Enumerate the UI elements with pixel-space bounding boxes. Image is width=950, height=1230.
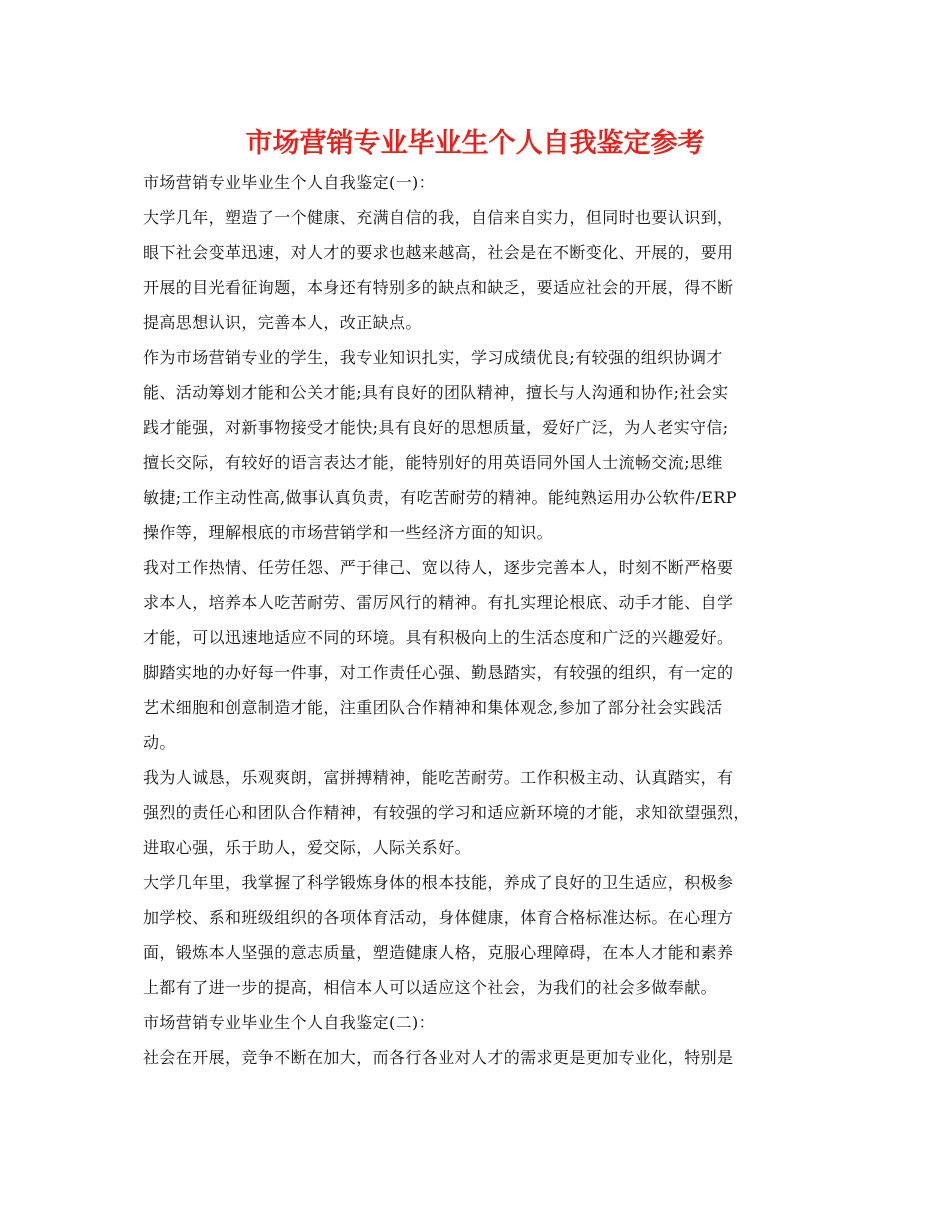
text-line: 求本人，培养本人吃苦耐劳、雷厉风行的精神。有扎实理论根底、动手才能、自学 [143,593,734,612]
text-line: 操作等，理解根底的市场营销学和一些经济方面的知识。 [143,523,554,542]
text-line: 动。 [143,733,176,752]
text-line: 社会在开展，竞争不断在加大，而各行各业对人才的需求更是更加专业化，特别是 [143,1048,734,1067]
section-heading-2 [143,1005,823,1040]
paragraph [143,340,823,550]
text-line: 大学几年里，我掌握了科学锻炼身体的根本技能，养成了良好的卫生适应，积极参 [143,873,734,892]
text-line: 开展的目光看征询题，本身还有特别多的缺点和缺乏，要适应社会的开展，得不断 [143,278,734,297]
paragraph [143,550,823,760]
paragraph [143,760,823,865]
text-line: 市场营销专业毕业生个人自我鉴定(一)： [143,173,436,192]
text-line: 能、活动筹划才能和公关才能;具有良好的团队精神，擅长与人沟通和协作;社会实 [143,383,729,402]
text-line: 面，锻炼本人坚强的意志质量，塑造健康人格，克服心理障碍，在本人才能和素养 [143,943,734,962]
text-line: 强烈的责任心和团队合作精神，有较强的学习和适应新环境的才能，求知欲望强烈， [143,803,750,822]
paragraph [143,1040,823,1075]
text-line: 上都有了进一步的提高，相信本人可以适应这个社会，为我们的社会多做奉献。 [143,978,718,997]
text-line: 敏捷;工作主动性高,做事认真负责，有吃苦耐劳的精神。能纯熟运用办公软件/ERP [143,488,737,507]
text-line: 大学几年，塑造了一个健康、充满自信的我，自信来自实力，但同时也要认识到， [143,208,734,227]
text-line: 提高思想认识，完善本人，改正缺点。 [143,313,422,332]
text-line: 践才能强，对新事物接受才能快;具有良好的思想质量，爱好广泛，为人老实守信; [143,418,729,437]
text-line: 加学校、系和班级组织的各项体育活动，身体健康，体育合格标准达标。在心理方 [143,908,734,927]
text-line: 我为人诚恳，乐观爽朗，富拼搏精神，能吃苦耐劳。工作积极主动、认真踏实，有 [143,768,734,787]
text-line: 市场营销专业毕业生个人自我鉴定(二)： [143,1013,436,1032]
paragraph [143,865,823,1005]
text-line: 艺术细胞和创意制造才能，注重团队合作精神和集体观念,参加了部分社会实践活 [143,698,723,717]
document-body [143,165,823,1075]
text-line: 作为市场营销专业的学生，我专业知识扎实，学习成绩优良;有较强的组织协调才 [143,348,723,367]
section-heading-1 [143,165,823,200]
text-line: 才能，可以迅速地适应不同的环境。具有积极向上的生活态度和广泛的兴趣爱好。 [143,628,734,647]
text-line: 我对工作热情、任劳任怨、严于律己、宽以待人，逐步完善本人，时刻不断严格要 [143,558,734,577]
text-line: 进取心强，乐于助人，爱交际，人际关系好。 [143,838,472,857]
text-line: 脚踏实地的办好每一件事，对工作责任心强、勤恳踏实，有较强的组织，有一定的 [143,663,734,682]
text-line: 眼下社会变革迅速，对人才的要求也越来越高，社会是在不断变化、开展的，要用 [143,243,734,262]
document-title: 市场营销专业毕业生个人自我鉴定参考 [245,128,705,159]
text-line: 擅长交际，有较好的语言表达才能，能特别好的用英语同外国人士流畅交流;思维 [143,453,723,472]
paragraph [143,200,823,340]
